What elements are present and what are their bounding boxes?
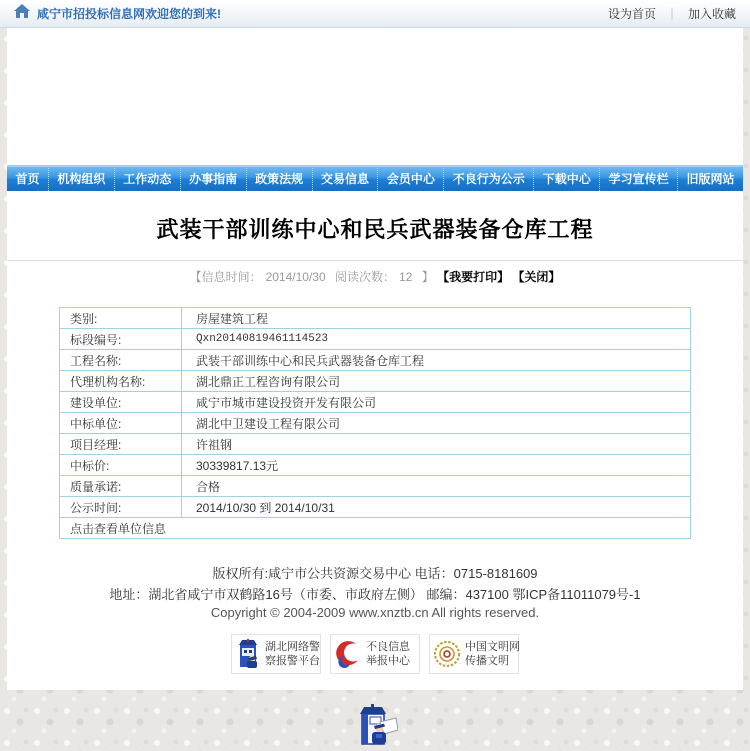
table-row xyxy=(60,455,691,476)
badge-line: 中国文明网 xyxy=(465,641,520,653)
nav-item-trade-info[interactable]: 交易信息 xyxy=(312,166,378,191)
banner-area xyxy=(7,28,743,165)
page-footer xyxy=(7,563,743,690)
badge-line: 察报警平台 xyxy=(265,655,320,667)
row-value-agency: 湖北鼎正工程咨询有限公司 xyxy=(182,371,691,392)
row-value-owner: 咸宁市城市建设投资开发有限公司 xyxy=(182,392,691,413)
badge-line: 湖北网络警 xyxy=(265,641,320,653)
row-value-quality: 合格 xyxy=(182,476,691,497)
table-row xyxy=(60,371,691,392)
bottom-pattern-area xyxy=(0,690,750,749)
row-label-agency: 代理机构名称: xyxy=(60,371,182,392)
row-label-project-name: 工程名称: xyxy=(60,350,182,371)
badge-text xyxy=(265,640,320,668)
close-button[interactable]: 【关闭】 xyxy=(512,270,561,284)
row-value-project-name: 武装干部训练中心和民兵武器装备仓库工程 xyxy=(182,350,691,371)
set-home-link[interactable]: 设为首页 xyxy=(607,7,656,21)
article-meta xyxy=(7,268,743,285)
row-label-manager: 项目经理: xyxy=(60,434,182,455)
footer-badges xyxy=(7,634,743,674)
address-line: 地址：湖北省咸宁市双鹤路16号（市委、市政府左侧） 邮编：437100 鄂ICP备11011079号-1 xyxy=(109,587,641,602)
home-icon xyxy=(14,4,30,23)
info-time-value: 2014/10/30 xyxy=(265,270,326,284)
read-count-value: 12 xyxy=(399,270,413,284)
civilization-icon xyxy=(433,640,461,668)
nav-item-organization[interactable]: 机构组织 xyxy=(48,166,114,191)
add-favorite-link[interactable]: 加入收藏 xyxy=(687,7,736,21)
copyright-owner-line: 版权所有:咸宁市公共资源交易中心 电话：0715-8181609 xyxy=(212,566,538,581)
badge-china-civilization[interactable] xyxy=(429,634,519,674)
welcome-text: 咸宁市招投标信息网欢迎您的到来! xyxy=(37,7,221,21)
top-divider: ｜ xyxy=(665,7,678,21)
nav-item-download[interactable]: 下载中心 xyxy=(533,166,599,191)
row-label-section-no: 标段编号: xyxy=(60,329,182,350)
row-label-winner: 中标单位: xyxy=(60,413,182,434)
badge-text xyxy=(366,640,410,668)
badge-line: 传播文明 xyxy=(465,655,509,667)
row-value-section-no: Qxn20140819461114523 xyxy=(182,329,691,350)
table-row xyxy=(60,350,691,371)
print-button[interactable]: 【我要打印】 xyxy=(437,270,510,284)
main-nav xyxy=(7,165,743,191)
cyber-police-icon xyxy=(235,639,261,669)
table-row xyxy=(60,497,691,518)
title-divider xyxy=(7,260,743,261)
nav-item-home[interactable]: 首页 xyxy=(15,172,40,186)
nav-item-member-center[interactable]: 会员中心 xyxy=(377,166,443,191)
row-value-publicity-period: 2014/10/30 到 2014/10/31 xyxy=(182,497,691,518)
table-footer-row xyxy=(60,518,691,539)
row-value-winner: 湖北中卫建设工程有限公司 xyxy=(182,413,691,434)
row-value-category: 房屋建筑工程 xyxy=(182,308,691,329)
nav-item-service-guide[interactable]: 办事指南 xyxy=(180,166,246,191)
nav-item-policy[interactable]: 政策法规 xyxy=(246,166,312,191)
info-time-label: 【信息时间： xyxy=(189,270,262,284)
table-row xyxy=(60,329,691,350)
nav-item-publicity[interactable]: 学习宣传栏 xyxy=(599,166,677,191)
copyright-line: Copyright © 2004-2009 www.xnztb.cn All rights reserved. xyxy=(210,605,540,620)
row-label-category: 类别: xyxy=(60,308,182,329)
page-wrapper xyxy=(7,28,743,690)
project-info-table xyxy=(59,307,691,539)
row-label-owner: 建设单位: xyxy=(60,392,182,413)
row-value-manager: 许祖钢 xyxy=(182,434,691,455)
nav-item-old-site[interactable]: 旧版网站 xyxy=(677,166,743,191)
page-title: 武装干部训练中心和民兵武器装备仓库工程 xyxy=(156,217,594,242)
row-label-quality: 质量承诺: xyxy=(60,476,182,497)
top-bar-left xyxy=(14,4,221,23)
article xyxy=(7,191,743,539)
badge-text xyxy=(465,640,520,668)
view-unit-info-link[interactable]: 点击查看单位信息 xyxy=(60,518,691,539)
nav-item-bad-behavior[interactable]: 不良行为公示 xyxy=(443,166,533,191)
table-row xyxy=(60,392,691,413)
table-row xyxy=(60,308,691,329)
report-center-icon xyxy=(334,640,362,668)
meta-bracket: 】 xyxy=(421,270,434,284)
table-row xyxy=(60,476,691,497)
table-row xyxy=(60,413,691,434)
nav-item-work-news[interactable]: 工作动态 xyxy=(114,166,180,191)
row-value-bid-price: 30339817.13元 xyxy=(182,455,691,476)
badge-hubei-cyber-police[interactable] xyxy=(231,634,321,674)
top-bar xyxy=(0,0,750,28)
row-label-bid-price: 中标价: xyxy=(60,455,182,476)
police-box-icon[interactable] xyxy=(352,704,398,751)
badge-line: 举报中心 xyxy=(366,655,410,667)
badge-illegal-info-report[interactable] xyxy=(330,634,420,674)
badge-line: 不良信息 xyxy=(366,641,410,653)
row-label-publicity-period: 公示时间: xyxy=(60,497,182,518)
read-count-label: 阅读次数： xyxy=(334,270,395,284)
table-row xyxy=(60,434,691,455)
top-bar-right xyxy=(608,5,736,22)
